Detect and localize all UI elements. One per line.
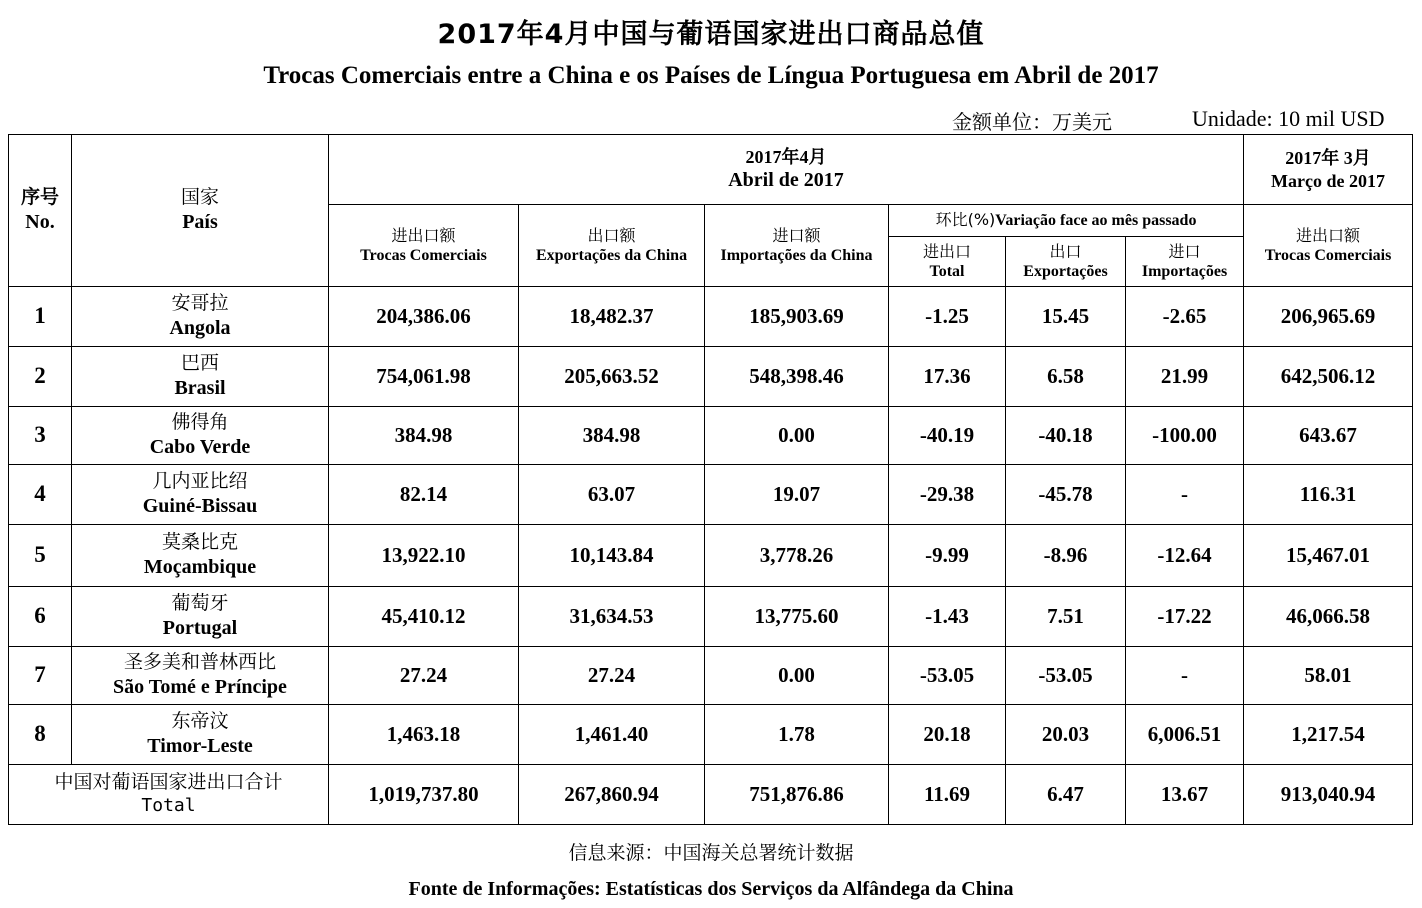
change-import: -100.00 xyxy=(1126,407,1244,465)
header-trade-pt: Trocas Comerciais xyxy=(360,246,487,264)
header-march-trade-cn: 进出口额 xyxy=(1296,225,1361,245)
change-export: 7.51 xyxy=(1006,587,1126,647)
trade-value: 82.14 xyxy=(329,465,519,525)
country-cell xyxy=(72,465,329,525)
change-export: -53.05 xyxy=(1006,647,1126,705)
table-row xyxy=(9,347,1413,407)
table-body xyxy=(9,135,1413,825)
total-label-cn: 中国对葡语国家进出口合计 xyxy=(54,771,283,794)
trade-value: 13,922.10 xyxy=(329,525,519,587)
country-name-pt: Cabo Verde xyxy=(149,435,251,458)
unit-label-portuguese: Unidade: 10 mil USD xyxy=(1192,106,1385,131)
export-value: 384.98 xyxy=(519,407,705,465)
march-trade-value: 58.01 xyxy=(1244,647,1413,705)
change-export: 6.58 xyxy=(1006,347,1126,407)
table-row xyxy=(9,647,1413,705)
table-row xyxy=(9,287,1413,347)
header-country-pt: País xyxy=(182,210,218,233)
header-row-top xyxy=(9,135,1413,205)
row-number: 6 xyxy=(9,587,72,647)
country-name-pt: Guiné-Bissau xyxy=(142,494,258,517)
march-trade-value: 642,506.12 xyxy=(1244,347,1413,407)
country-cell xyxy=(72,287,329,347)
header-april-2017 xyxy=(329,135,1244,205)
trade-value: 1,463.18 xyxy=(329,705,519,765)
row-number: 2 xyxy=(9,347,72,407)
trade-table xyxy=(8,134,1413,825)
march-trade-value: 1,217.54 xyxy=(1244,705,1413,765)
change-export: -8.96 xyxy=(1006,525,1126,587)
header-april-pt: Abril de 2017 xyxy=(728,169,844,192)
trade-value: 27.24 xyxy=(329,647,519,705)
export-value: 27.24 xyxy=(519,647,705,705)
header-import-pt: Importações da China xyxy=(720,246,873,264)
march-trade-value: 15,467.01 xyxy=(1244,525,1413,587)
import-value: 19.07 xyxy=(705,465,889,525)
country-name-pt: Brasil xyxy=(174,376,226,399)
header-change-cn: 环比(%) xyxy=(935,210,996,229)
import-value: 548,398.46 xyxy=(705,347,889,407)
source-note-chinese: 信息来源：中国海关总署统计数据 xyxy=(568,842,854,864)
header-change-pt: Variação face ao mês passado xyxy=(995,212,1197,229)
export-value: 63.07 xyxy=(519,465,705,525)
country-name-pt: Portugal xyxy=(162,616,238,639)
trade-value: 45,410.12 xyxy=(329,587,519,647)
header-march-trade-pt: Trocas Comerciais xyxy=(1264,246,1392,264)
page-title-portuguese: Trocas Comerciais entre a China e os Países de Língua Portuguesa em Abril de 2017 xyxy=(263,62,1159,89)
header-change-export-cn: 出口 xyxy=(1049,241,1082,261)
row-number: 5 xyxy=(9,525,72,587)
total-row xyxy=(9,765,1413,825)
country-name-cn: 安哥拉 xyxy=(171,292,229,315)
header-change-import-cn: 进口 xyxy=(1168,241,1201,261)
country-cell xyxy=(72,587,329,647)
change-total: 20.18 xyxy=(889,705,1006,765)
export-value: 1,461.40 xyxy=(519,705,705,765)
row-number: 3 xyxy=(9,407,72,465)
import-value: 1.78 xyxy=(705,705,889,765)
header-change-export xyxy=(1006,237,1126,287)
country-cell xyxy=(72,647,329,705)
country-name-cn: 莫桑比克 xyxy=(161,531,238,554)
export-value: 10,143.84 xyxy=(519,525,705,587)
trade-value: 754,061.98 xyxy=(329,347,519,407)
country-name-cn: 葡萄牙 xyxy=(171,592,229,615)
page-title-chinese: 2017年4月中国与葡语国家进出口商品总值 xyxy=(437,19,985,50)
export-value: 31,634.53 xyxy=(519,587,705,647)
change-total: -9.99 xyxy=(889,525,1006,587)
change-export: 20.03 xyxy=(1006,705,1126,765)
row-number: 1 xyxy=(9,287,72,347)
import-value: 13,775.60 xyxy=(705,587,889,647)
table-row xyxy=(9,407,1413,465)
unit-label-chinese: 金额单位：万美元 xyxy=(952,110,1112,134)
change-total: -40.19 xyxy=(889,407,1006,465)
header-export-pt: Exportações da China xyxy=(535,246,688,264)
header-change-total-pt: Total xyxy=(929,262,965,280)
source-note-portuguese: Fonte de Informações: Estatísticas dos Serviços da Alfândega da China xyxy=(408,878,1014,900)
header-change-import xyxy=(1126,237,1244,287)
change-total: -29.38 xyxy=(889,465,1006,525)
header-change-import-pt: Importações xyxy=(1141,262,1228,280)
total-change-total: 11.69 xyxy=(889,765,1006,825)
export-value: 18,482.37 xyxy=(519,287,705,347)
country-name-cn: 巴西 xyxy=(180,352,219,375)
import-value: 0.00 xyxy=(705,407,889,465)
total-import-value: 751,876.86 xyxy=(705,765,889,825)
country-cell xyxy=(72,347,329,407)
table-row xyxy=(9,525,1413,587)
country-cell xyxy=(72,407,329,465)
change-total: -1.25 xyxy=(889,287,1006,347)
import-value: 3,778.26 xyxy=(705,525,889,587)
change-import: 6,006.51 xyxy=(1126,705,1244,765)
row-number: 7 xyxy=(9,647,72,705)
header-change-total xyxy=(889,237,1006,287)
trade-value: 204,386.06 xyxy=(329,287,519,347)
import-value: 0.00 xyxy=(705,647,889,705)
header-export-cn: 出口额 xyxy=(587,225,636,245)
march-trade-value: 206,965.69 xyxy=(1244,287,1413,347)
total-trade-value: 1,019,737.80 xyxy=(329,765,519,825)
header-import xyxy=(705,205,889,287)
march-trade-value: 46,066.58 xyxy=(1244,587,1413,647)
march-trade-value: 643.67 xyxy=(1244,407,1413,465)
header-country-cn: 国家 xyxy=(180,186,219,209)
header-no-cn: 序号 xyxy=(20,186,59,209)
total-march-trade-value: 913,040.94 xyxy=(1244,765,1413,825)
table-row xyxy=(9,705,1413,765)
header-march-2017 xyxy=(1244,135,1413,205)
header-change-export-pt: Exportações xyxy=(1023,262,1108,280)
row-number: 4 xyxy=(9,465,72,525)
total-label-cell xyxy=(9,765,329,825)
header-country xyxy=(72,135,329,287)
header-april-cn: 2017年4月 xyxy=(745,146,827,167)
trade-value: 384.98 xyxy=(329,407,519,465)
change-import: -12.64 xyxy=(1126,525,1244,587)
header-no-pt: No. xyxy=(25,210,55,233)
change-export: -45.78 xyxy=(1006,465,1126,525)
country-name-pt: Timor-Leste xyxy=(147,734,253,757)
country-name-cn: 几内亚比绍 xyxy=(152,470,248,493)
header-export xyxy=(519,205,705,287)
change-import: - xyxy=(1126,647,1244,705)
total-export-value: 267,860.94 xyxy=(519,765,705,825)
country-name-pt: Angola xyxy=(169,316,231,339)
country-name-cn: 圣多美和普林西比 xyxy=(123,651,276,674)
table-row xyxy=(9,587,1413,647)
header-import-cn: 进口额 xyxy=(772,225,821,245)
change-export: 15.45 xyxy=(1006,287,1126,347)
header-trade-cn: 进出口额 xyxy=(391,225,456,245)
country-name-pt: São Tomé e Príncipe xyxy=(113,675,287,698)
change-import: -2.65 xyxy=(1126,287,1244,347)
total-change-import: 13.67 xyxy=(1126,765,1244,825)
header-march-cn: 2017年 3月 xyxy=(1285,148,1371,168)
header-trade xyxy=(329,205,519,287)
total-change-export: 6.47 xyxy=(1006,765,1126,825)
country-name-pt: Moçambique xyxy=(143,555,257,578)
import-value: 185,903.69 xyxy=(705,287,889,347)
row-number: 8 xyxy=(9,705,72,765)
country-name-cn: 佛得角 xyxy=(171,411,229,434)
header-change-total-cn: 进出口 xyxy=(922,241,971,261)
country-cell xyxy=(72,525,329,587)
march-trade-value: 116.31 xyxy=(1244,465,1413,525)
country-cell xyxy=(72,705,329,765)
header-march-trade xyxy=(1244,205,1413,287)
change-total: 17.36 xyxy=(889,347,1006,407)
change-total: -53.05 xyxy=(889,647,1006,705)
country-name-cn: 东帝汶 xyxy=(171,710,229,733)
export-value: 205,663.52 xyxy=(519,347,705,407)
change-total: -1.43 xyxy=(889,587,1006,647)
header-change xyxy=(889,205,1244,237)
change-import: 21.99 xyxy=(1126,347,1244,407)
header-no xyxy=(9,135,72,287)
change-import: - xyxy=(1126,465,1244,525)
table-row xyxy=(9,465,1413,525)
change-import: -17.22 xyxy=(1126,587,1244,647)
change-export: -40.18 xyxy=(1006,407,1126,465)
header-march-pt: Março de 2017 xyxy=(1271,170,1386,191)
total-label-pt: Total xyxy=(141,795,196,817)
